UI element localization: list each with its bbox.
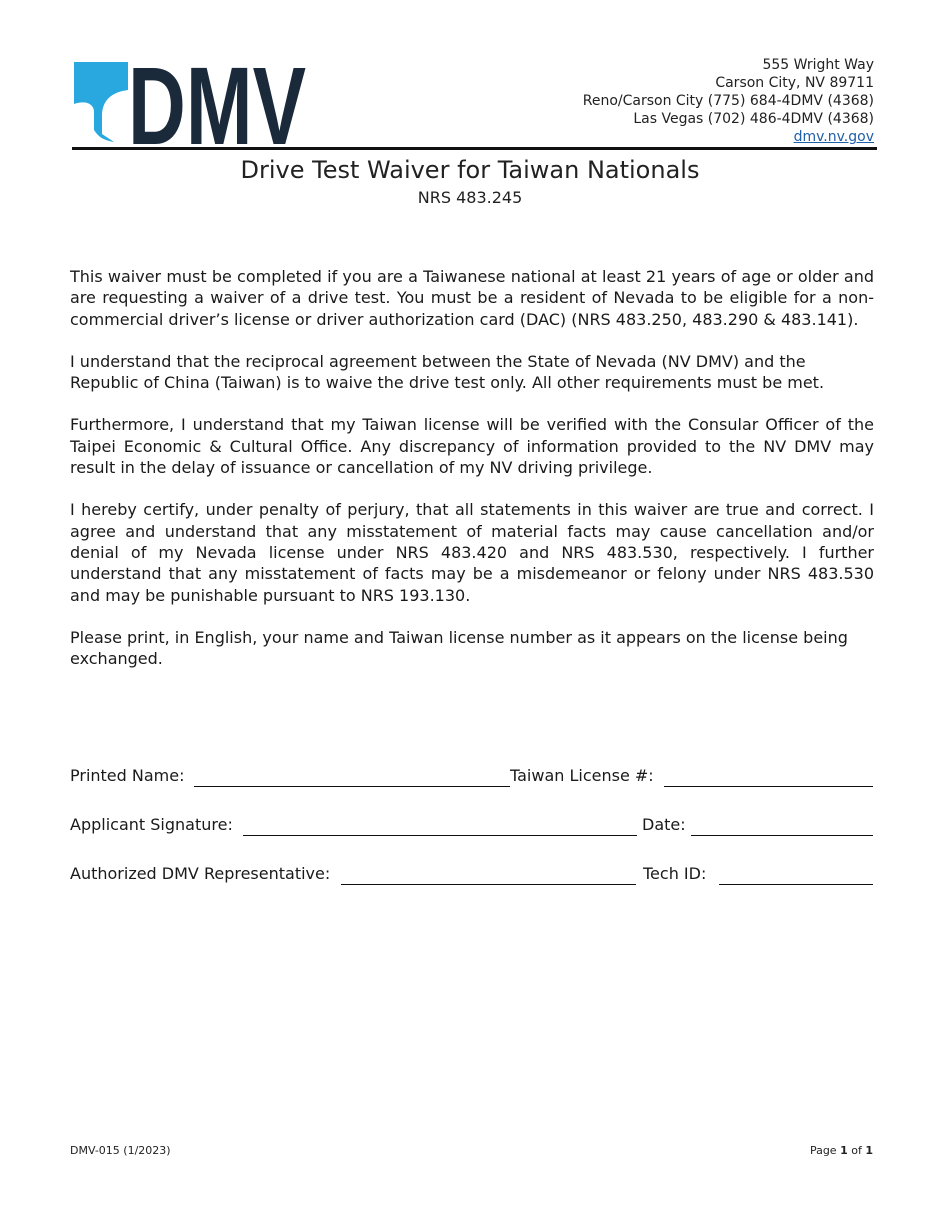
field-row-signature (70, 815, 874, 841)
website-link[interactable]: dmv.nv.gov (793, 129, 874, 145)
paragraph-eligibility: This waiver must be completed if you are a Taiwanese national at least 21 years of age or older and are requesting a waiver of a drive test. You must be a resident of Nevada to be eligible for a non-commercial driver’s license or driver authorization card (DAC) (NRS 483.250, 483.290 & 483.141). (70, 267, 874, 329)
page-total: 1 (865, 1144, 873, 1157)
statute-reference: NRS 483.245 (417, 188, 523, 207)
paragraph-instructions: Please print, in English, your name and Taiwan license number as it appears on the license being exchanged. (70, 627, 848, 669)
page-title: Drive Test Waiver for Taiwan Nationals (240, 156, 700, 184)
logo-text: DMV (128, 45, 306, 168)
address-line-vegas-phone: Las Vegas (702) 486-4DMV (4368) (633, 111, 874, 127)
printed-name-label: Printed Name: (70, 766, 185, 785)
address-line-city: Carson City, NV 89711 (715, 75, 874, 91)
page-indicator (810, 1144, 873, 1157)
logo-blue-swoosh-icon (74, 62, 128, 142)
address-block (583, 56, 874, 146)
taiwan-license-input[interactable] (664, 786, 873, 787)
applicant-signature-input[interactable] (243, 835, 637, 836)
paragraph-reciprocal-agreement: I understand that the reciprocal agreement between the State of Nevada (NV DMV) and the Republic of China (Taiwan) is to waive the drive test only. All other requirements must be met. (70, 351, 825, 393)
page-of: of (847, 1144, 866, 1157)
taiwan-license-label: Taiwan License #: (510, 766, 654, 785)
applicant-signature-label: Applicant Signature: (70, 815, 233, 834)
field-row-representative (70, 864, 874, 890)
field-row-name (70, 766, 874, 792)
paragraph-certification: I hereby certify, under penalty of perjury, that all statements in this waiver are true and correct. I agree and understand that any misstatement of material facts may cause cancellation and/or denial of my Nevada license under NRS 483.420 and NRS 483.530, respectively. I further understand that any misstatement of facts may be a misdemeanor or felony under NRS 483.530 and may be punishable pursuant to NRS 193.130. (70, 500, 874, 605)
dmv-representative-label: Authorized DMV Representative: (70, 864, 331, 883)
dmv-logo (72, 45, 308, 168)
address-line-reno-phone: Reno/Carson City (775) 684-4DMV (4368) (582, 93, 874, 109)
address-line-street: 555 Wright Way (762, 57, 874, 73)
paragraph-verification: Furthermore, I understand that my Taiwan license will be verified with the Consular Officer of the Taipei Economic & Cultural Office. Any discrepancy of information provided to the NV DMV may result in the delay of issuance or cancellation of my NV driving privilege. (70, 415, 874, 478)
date-label: Date: (642, 815, 686, 834)
tech-id-input[interactable] (719, 884, 873, 885)
page-prefix: Page (809, 1144, 841, 1157)
printed-name-input[interactable] (194, 786, 510, 787)
date-input[interactable] (691, 835, 873, 836)
form-number: DMV-015 (1/2023) (70, 1144, 171, 1157)
page-current: 1 (840, 1144, 848, 1157)
header-divider (72, 147, 877, 150)
dmv-representative-input[interactable] (341, 884, 636, 885)
tech-id-label: Tech ID: (643, 864, 707, 883)
waiver-body (70, 266, 874, 690)
